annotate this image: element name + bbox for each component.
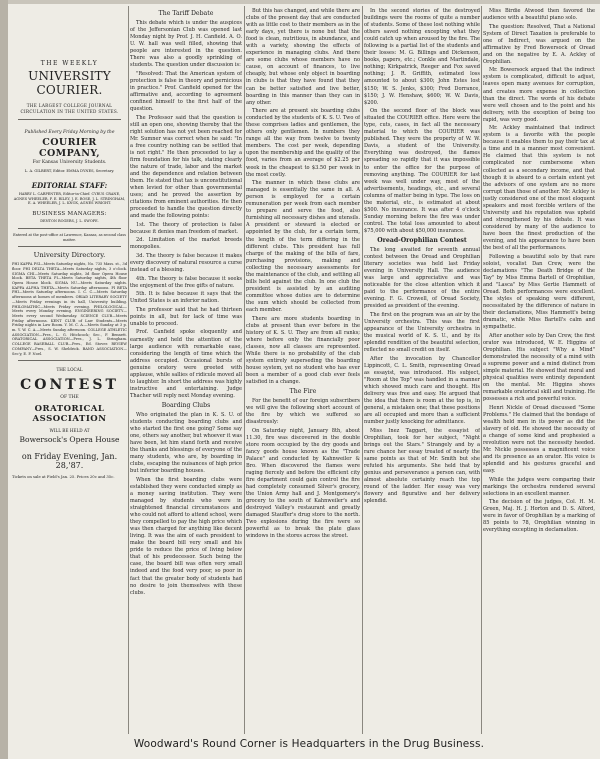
footer-advertisement: Woodward's Round Corner is Headquarters in the Drug Business.	[133, 738, 485, 750]
officers: L. A. GILBERT, Editor. EMMA DYNES, Secretary.	[24, 168, 115, 173]
divider	[18, 119, 121, 120]
article-paragraph: The Professor said that the question is still an open one, showing thereby that the right solution has not yet been reached for Mr. Sumner was correct when he said: "In a free country nothing can be settled that is not right." He then proceeded to lay a firm foundation for his talk, stating clearly the nature of trade, labor and the market and the dependence and relation between them. He stated that tax is unconstitutional when levied for other than governmental uses; and he proved the assertion by citations from eminent authorities. He then proceeded to handle the question directly and made the following points:	[130, 114, 242, 220]
article-paragraph: Mr. Ackley maintained that indirect system is a favorite with the people because it enables them to pay their tax at a time and in a manner most convenient. He claimed that this system is not complicated nor cumbersome when collected as a secondary income, and that though it is absurd to a certain extent yet the advisors of one system are no more corrupt than those of another. Mr. Ackley is justly considered one of the most eloquent speakers and most forcible writers of the University and his reputation was upheld and strengthened by his debate. It was considered by many of the audience to have been the finest production of the evening, and his appearance to have been the best of all the performances.	[483, 125, 595, 252]
article-paragraph: Henri Nickle of Oread discussed "Some Problems." He claimed that the bondage of wealth held men in its power as did the slavery of old. He showed the necessity of a change of some kind and prophesied a revolution were not the necessity heeded. Mr. Nickle possesses a magnificent voice and its presence as an orator. His voice is splendid and his gestures graceful and easy.	[483, 404, 595, 474]
article-paragraph: Following a beautiful solo by that rare soloist, vocalist Dan Crew, were the declamations "The Death Bridge of the Tay" by Miss Emma Bartell of Orophilian, and "Lasca" by Miss Gertie Hammett of Oread. Both performances were excellent. The styles of speaking were different, necessitated by the difference of nature in their declamations, Miss Hammett's being dramatic, while Miss Bartell's calm and sympathetic.	[483, 253, 595, 331]
contest-tickets: Tickets on sale at Field's Jan. 25. Prices 20c and 35c.	[12, 474, 115, 480]
article-paragraph: "Resolved: That the American system of protection is false in theory and pernicious in practice." Prof. Canfield opened for the affirmative and, according to agreement confined himself to the first half of the question.	[130, 70, 242, 113]
article-paragraph: After the invocation by Chancellor Lippincott, C. L. Smith, representing Oread as essayist, was introduced. His subject, "Room at the Top" was handled in a manner which showed much care and thought. His delivery was free and easy. He argued that the idea that there is room at the top is, in general, a mistaken one; that these positions are all occupied and more than a sufficient number justly knocking for admittance.	[364, 355, 480, 426]
contest-title: CONTEST	[20, 377, 119, 394]
article-paragraph: Miss Birdie Atwood then favored the audience with a beautiful piano solo.	[483, 8, 595, 22]
column-rule	[481, 6, 482, 734]
article-paragraph: 2d. Limitation of the market breeds monopolies.	[130, 237, 242, 251]
article-paragraph: After another solo by Dan Crew, the first orator was introduced, W. E. Higgins of Orophilian. His subject "Why a Mind" demonstrated the necessity of a mind with a supreme power and a mind distinct from simple material. He showed that moral and physical qualities were entirely dependent on the mental. Mr. Higgins shows remarkable oratorical skill and training. He possesses a rich and powerful voice.	[483, 332, 595, 403]
editorial-staff-list: HARRY L. CARPENTER, Editor-in-Chief. CYRUS CRANE, AGNES WHEELER, F. E. RILEY, J. E. ROSE, J. L. STRINGHAM, E. A. WHEELER, J. L. KNOX, AGNES WRIGHT.	[13, 191, 126, 206]
article-paragraph: While the judges were comparing their markings the orchestra rendered several selections in an excellent manner.	[483, 476, 595, 497]
article-paragraph: The decision of the judges, Col. H. M. Green, Maj. H. J. Horton and D. S. Alford, were in favor of Orophilian by a marking of 85 points to 78, Orophilian winning in everything excepting in declamation.	[483, 499, 595, 534]
divider	[18, 360, 121, 361]
article-paragraph: In the second stories of the destroyed buildings were the rooms of quite a number of students. Some of these lost nothing while others saved nothing excepting what they could catch up when aroused by the fire. The following is a partial list of the students and their losses: M. G. Billings and Dickenson, books, papers, etc.; Conkle and Martindale, nothing; Kirkpatrick, Reeger and Fox saved nothing; J. R. Griffith, estimated loss amounted to about $300; John Estes lost $150; W. S. Jenks, $300; Fred Dorrance, $150; J. W. Henshaw, $600; W. W. Davis, $200.	[364, 8, 480, 106]
masthead-column	[12, 8, 127, 733]
article-paragraph: The question: Resolved, That a National System of Direct Taxation is preferable to one of Indirect, was argued on the affirmative by Fred Bowersock of Oread and on the negative by E. A. Ackley of Orophilian.	[483, 23, 595, 65]
column-4	[364, 8, 480, 733]
article-paragraph: When the first boarding clubs were established they were conducted simply as a money saving institution. They were managed by students who were in straightened financial circumstances and who could not afford to attend school, were they compelled to pay the high price which was then charged for anything like decent living. It was the aim of each president to make the board bill very small and his pride to reduce the price of living below that of his predecessor. Such being the case, the board bill was often very small indeed and the food very poor, so poor in fact that the greater body of students had no desire to join themselves with these clubs.	[130, 476, 242, 596]
masthead-tagline: THE LARGEST COLLEGE JOURNAL CIRCULATION IN THE UNITED STATES.	[20, 103, 119, 114]
article-paragraph: 3d. The theory is false because it makes every discovery of natural resource a curse instead of a blessing.	[130, 253, 242, 274]
article-paragraph: There are at present six boarding clubs conducted by the students of K. S. U. Two of these comprises ladies and gentlemen, the others only gentlemen. In numbers they range all the way from twelve to twenty members. The cost per week, depending upon the membership and the quality of the food, varies from an average of $2.25 per week in the cheapest to $3.50 per week in the most costly.	[246, 108, 360, 178]
publisher-name: COURIER COMPANY,	[39, 136, 100, 159]
article-paragraph: The first on the program was an air by the University orchestra. This was the first appearance of the University orchestra in the musical world of K. S. U., and by its splendid rendition of the beautiful selection, reflected no small credit on itself.	[364, 311, 480, 354]
contest-date: on Friday Evening, Jan. 28,'87.	[21, 452, 118, 471]
contest-association: ORATORICAL ASSOCIATION	[32, 404, 107, 425]
article-heading: Oread-Orophilian Contest	[377, 237, 467, 244]
directory-text: PHI KAPPA PSI—Meets Saturday nights, No. 735 Mass. st., 3d floor. PHI DELTA THETA—Meets Saturday nights, 3 o'clock. SIGMA CHI—Meets Saturday nights, 3d floor Opera House block. BETA THETA PI—Meets Saturday nights, 4th floor Opera House block. SIGMA NU—Meets Saturday nights. KAPPA ALPHA THETA—Meets Saturday afternoons. PI BETA PHI—Meets Saturday afternoons. I. C. C.—Meets Saturday afternoons at homes of members. ORIAD LITERARY SOCIETY—Meets Friday evenings in its hall, University building. PHILOMATHIC—Meets Friday evening. PHILOLOGICAL—Meets every Monday evening. ENGINEERING SOCIETY—Meets every second Wednesday. SCIENCE CLUB—Meets Friday afternoons. KENT CLUB of Law Students—Meets Friday nights in Law Room. Y. M. C. A.—Meets Sunday at 3 p. m. Y. W. C. A.—Meets Sunday afternoon. COLLEGE ATHLETIC ASSOCIATION—Pres., L. G. Hitchcock; Sec., F. Bennett. ORATORICAL ASSOCIATION—Pres., J. L. Stringham. COLLEGE BASEBALL CLUB—Pres., Ed. Stover. REVIEW COMPANY—Pres., S. W. Sheldrick. BAND ASSOCIATION—Sec'y, E. F. Noel.	[12, 262, 127, 356]
column-2	[130, 8, 242, 733]
entered-notice: Entered at the post-office at Lawrence, Kansas, as second class matter.	[13, 232, 126, 242]
contest-the-local: THE LOCAL	[56, 367, 83, 373]
article-paragraph: The manner in which these clubs are managed is essentially the same in all. A person is employed for a certain remuneration per week from each member to prepare and serve the food, also furnishing all necessary dishes and utensils. A president or steward is elected or appointed by the club, for a certain term, the length of the term differing in the different clubs. This president has full charge of the making of the bills of fare, purchasing provisions, making and collecting the necessary assessments for the maintenance of the club, and settling all bills held against the club. In one club the president is assisted by an auditing committee whose duties are to determine the sum which should be collected from each member.	[246, 180, 360, 313]
article-paragraph: Miss Inez Taggart, the essayist of Orophilian, took for her subject, "Night brings out the Stars." Strangely and by a rare chance her essay treated of nearly the same points as that of Mr. Smith but she refuted his arguments. She held that by genius and perseverance a person can, with almost absolute certainty reach the top round of the ladder. Her essay was very flowery and figurative and her delivery splendid.	[364, 427, 480, 505]
article-heading: The Fire	[289, 387, 317, 395]
masthead-the-weekly: THE WEEKLY	[40, 60, 99, 67]
divider	[18, 228, 121, 229]
masthead-title: UNIVERSITY COURIER.	[28, 69, 111, 97]
article-paragraph: The professor said that he had thirteen points in all, but for lack of time was unable to proceed.	[130, 306, 242, 327]
contest-of-the: OF THE	[60, 395, 79, 401]
column-rule	[362, 6, 363, 734]
business-managers-list: DENTON ROGERS, J. L. SWOPE.	[40, 219, 99, 224]
article-paragraph: But this has changed, and while there are clubs of the present day that are conducted with as little cost to their members as in the early days, yet there is none but that the food is clean, nutritious, in abundance, and with a variety, showing the effects of experience in managing clubs. And there are some clubs whose members have no cause, on account of finances, to live cheaply, but whose only object in boarding in clubs is that they have found that they can be better satisfied and live better, boarding in this manner than they can in any other.	[246, 8, 360, 106]
directory-title: University Directory.	[33, 251, 106, 260]
article-heading: Boarding Clubs	[161, 401, 211, 409]
business-managers-heading: BUSINESS MANAGERS:	[32, 211, 107, 218]
published-line: Published Every Friday Morning by the	[24, 129, 115, 135]
article-paragraph: Mr. Bowersock argued that the indirect system is complicated, difficult to adjust, leaves open many avenues for corruption, and creates more expense in collection than the direct. The words of his debate were well chosen and to the point and his delivery, with the exception of being too rapid, was very good.	[483, 67, 595, 123]
article-paragraph: Who originated the plan in K. S. U. of students conducting boarding clubs and who started the first one going? Some say one, others say another, but whoever it was have been, let him stand forth and receive the thanks and blessings of everyone of the many students, who are, by boarding in clubs, escaping the nuisances of high price but inferior boarding houses.	[130, 411, 242, 475]
article-paragraph: For the benefit of our foreign subscribers we will give the following short account of the fire by which we suffered so disastrously:	[246, 397, 360, 426]
contest-venue: Bowersock's Opera House	[19, 435, 120, 445]
scan-top-edge	[0, 0, 600, 4]
column-rule	[244, 6, 245, 734]
article-heading: The Tariff Debate	[158, 10, 214, 17]
column-3	[246, 8, 360, 733]
article-paragraph: There are more students boarding in clubs at present than ever before in the history of K. S. U. They are from all ranks; where before only the financially poor classes, now all classes are represented. While there is no probability of the club system entirely superseding the boarding house system, yet no student who has ever been a member of a good club ever feels satisfied in a change.	[246, 315, 360, 385]
article-paragraph: On Saturday night, January 8th, about 11.30, fire was discovered in the double store room occupied by the dry goods and fancy goods house known as the "Trade Palace" and conducted by Kahnweiler & Bro. When discovered the flames were raging fiercely and before the efficient city fire department could gain control the fire had completely consumed Silver's grocery, the Union Army hall and J. Montgomery's grocery to the south of Kahnweiler's and destroyed Valley's restaurant and greatly damaged Stauffer's drug store to the north. Two explosions during the fire were so powerful as to break the plate glass windows in the stores across the street.	[246, 427, 360, 540]
contest-held-at: WILL BE HELD AT	[49, 428, 90, 434]
column-rule	[128, 6, 129, 734]
article-paragraph: The long awaited for seventh annual contest between the Oread and Orophilian literary societies was held last Friday evening in University Hall. The audience was large and appreciative and was noticeable for the close attention which it paid to the performance of the entire evening. F. G. Crowell, of Oread Society, presided as president of the evening.	[364, 247, 480, 310]
article-paragraph: 4th. The theory is false because it seeks the enjoyment of the free gifts of nature.	[130, 275, 242, 289]
scan-left-edge	[0, 0, 8, 759]
article-paragraph: On the second floor of the block was situated the COURIER office. Here were the type, cuts, cases, in fact all the necessary material to which the COURIER was published. They were the property of W. W. Davis, a student of the University. Everything was destroyed, the flames spreading so rapidly that it was impossible to enter the office for the purpose of removing anything. The COURIER for last week was well under way, most of the advertisements, headings, etc., and several columns of matter being in type. The loss on the material, etc., is estimated at about $500. No insurance. It was after 4 o'clock Sunday morning before the fire was under control. The total loss amounted to about $75,000 with about $50,000 insurance.	[364, 108, 480, 234]
column-5	[483, 8, 595, 733]
article-paragraph: Prof. Canfield spoke eloquently and earnestly and held the attention of the large audience with remarkable ease, considering the length of time which the address occupied. Occasional bursts of genuine oratory were greeted with applause, while sallies of ridicule moved all to laughter. In short the address was highly instructive and entertaining. Judge Thacher will reply next Monday evening.	[130, 329, 242, 399]
article-paragraph: 5th. It is false because it says that the United States is an inferior nation.	[130, 291, 242, 305]
article-paragraph: This debate which is under the auspices of the Jeffersonian Club was opened last Monday night by Prof. J. H. Canfield. A. O. U. W. hall was well filled, showing that people are interested in the question. There was also a goodly sprinkling of students. The question under discussion is:	[130, 20, 242, 69]
article-paragraph: 1st. The theory of protection is false because it denies man freedom of market.	[130, 221, 242, 235]
editorial-staff-heading: EDITORIAL STAFF:	[31, 180, 108, 190]
publisher-subline: For Kansas University Students.	[32, 159, 107, 165]
divider	[18, 246, 121, 247]
